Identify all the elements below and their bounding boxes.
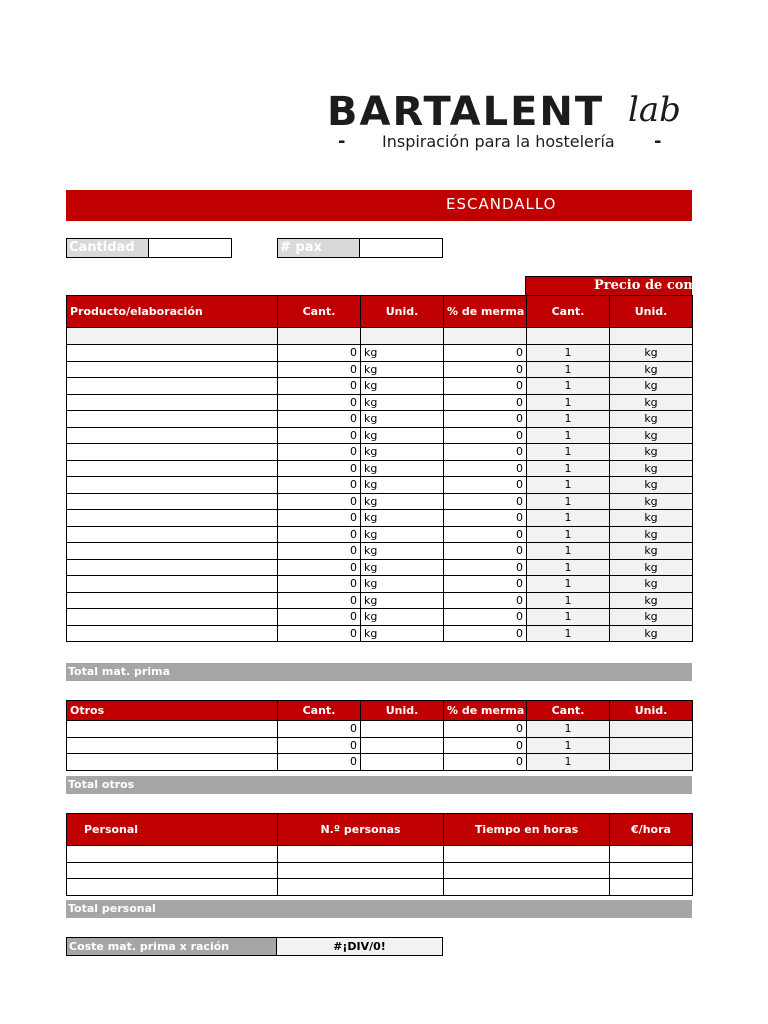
table-cell[interactable] xyxy=(361,754,444,771)
table-row xyxy=(67,444,693,461)
table-cell[interactable] xyxy=(444,879,610,896)
table-cell[interactable]: kg xyxy=(610,394,693,411)
table-row xyxy=(67,737,693,754)
col-cant: Cant. xyxy=(278,701,361,721)
table-cell[interactable] xyxy=(67,846,278,863)
table-row xyxy=(67,493,693,510)
spacer-cell xyxy=(527,328,610,345)
table-cell[interactable]: 0 xyxy=(278,411,361,428)
table-row xyxy=(67,411,693,428)
table-cell[interactable] xyxy=(610,737,693,754)
table-cell[interactable]: kg xyxy=(361,394,444,411)
cantidad-label: Cantidad xyxy=(66,238,149,258)
table-cell[interactable]: 1 xyxy=(527,526,610,543)
table-cell[interactable]: 1 xyxy=(527,444,610,461)
col-otros: Otros xyxy=(67,701,278,721)
table-cell[interactable]: 0 xyxy=(278,477,361,494)
coste-value: #¡DIV/0! xyxy=(276,937,443,956)
table-cell[interactable]: 0 xyxy=(278,721,361,738)
table-cell[interactable]: 0 xyxy=(444,543,527,560)
spacer-cell xyxy=(610,328,693,345)
page-title: ESCANDALLO xyxy=(446,195,557,213)
table-cell[interactable]: kg xyxy=(361,460,444,477)
table-row xyxy=(67,510,693,527)
table-cell[interactable]: kg xyxy=(361,510,444,527)
table-cell[interactable] xyxy=(67,609,278,626)
table-cell[interactable]: kg xyxy=(361,592,444,609)
table-cell[interactable]: 1 xyxy=(527,576,610,593)
materia-prima-table xyxy=(66,295,693,642)
table-cell[interactable] xyxy=(67,592,278,609)
col-precio-unid: Unid. xyxy=(610,296,693,328)
table-cell[interactable] xyxy=(67,345,278,362)
table-row xyxy=(67,592,693,609)
table-cell[interactable] xyxy=(67,625,278,642)
spacer-row xyxy=(67,328,693,345)
table-cell[interactable]: 1 xyxy=(527,754,610,771)
table-cell[interactable]: 0 xyxy=(444,721,527,738)
table-row xyxy=(67,609,693,626)
table-cell[interactable]: 1 xyxy=(527,394,610,411)
table-cell[interactable] xyxy=(67,361,278,378)
table-cell[interactable] xyxy=(67,460,278,477)
table-cell[interactable]: 0 xyxy=(278,427,361,444)
table-cell[interactable]: 1 xyxy=(527,737,610,754)
table-cell[interactable]: kg xyxy=(361,625,444,642)
table-cell[interactable] xyxy=(67,510,278,527)
table-cell[interactable]: 0 xyxy=(444,460,527,477)
table-cell[interactable]: 1 xyxy=(527,411,610,428)
tagline-dash-left: - xyxy=(338,131,346,152)
table-cell[interactable]: 0 xyxy=(444,510,527,527)
col-precio-cant: Cant. xyxy=(527,701,610,721)
table-cell[interactable]: 0 xyxy=(444,444,527,461)
table-cell[interactable]: 0 xyxy=(444,625,527,642)
table-cell[interactable]: kg xyxy=(361,427,444,444)
table-cell[interactable]: 0 xyxy=(444,477,527,494)
table-cell[interactable] xyxy=(444,862,610,879)
table-cell[interactable]: kg xyxy=(361,543,444,560)
table-cell[interactable]: kg xyxy=(361,559,444,576)
table-cell[interactable]: 0 xyxy=(278,592,361,609)
table-cell[interactable]: kg xyxy=(610,609,693,626)
spacer-cell xyxy=(444,328,527,345)
pax-input[interactable] xyxy=(359,238,443,258)
table-row xyxy=(67,559,693,576)
total-otros: Total otros xyxy=(66,776,692,794)
table-cell[interactable]: 0 xyxy=(444,394,527,411)
table-cell[interactable]: 1 xyxy=(527,378,610,395)
table-cell[interactable] xyxy=(67,754,278,771)
table-cell[interactable]: 1 xyxy=(527,345,610,362)
spacer-cell xyxy=(361,328,444,345)
table-cell[interactable]: 1 xyxy=(527,460,610,477)
table-cell[interactable]: kg xyxy=(361,444,444,461)
personal-rows xyxy=(67,846,693,896)
table-cell[interactable]: 1 xyxy=(527,543,610,560)
table-row xyxy=(67,879,693,896)
col-merma: % de merma xyxy=(444,701,527,721)
table-cell[interactable]: 1 xyxy=(527,625,610,642)
otros-table xyxy=(66,700,693,771)
table-cell[interactable]: 0 xyxy=(278,559,361,576)
table-cell[interactable]: 0 xyxy=(278,444,361,461)
materia-prima-header-row xyxy=(67,296,693,328)
logo-wordmark: BARTALENT xyxy=(327,89,605,135)
col-unid: Unid. xyxy=(361,296,444,328)
table-cell[interactable] xyxy=(67,477,278,494)
table-cell[interactable]: 0 xyxy=(444,411,527,428)
table-cell[interactable]: kg xyxy=(610,592,693,609)
table-cell[interactable]: 0 xyxy=(444,427,527,444)
otros-header-row xyxy=(67,701,693,721)
precio-compra-header xyxy=(525,276,722,296)
table-cell[interactable] xyxy=(610,879,693,896)
table-cell[interactable] xyxy=(278,862,444,879)
table-cell[interactable] xyxy=(610,721,693,738)
table-cell[interactable]: kg xyxy=(610,361,693,378)
table-row xyxy=(67,394,693,411)
table-cell[interactable]: kg xyxy=(610,477,693,494)
table-cell[interactable]: kg xyxy=(361,411,444,428)
table-cell[interactable]: 1 xyxy=(527,559,610,576)
table-cell[interactable] xyxy=(67,862,278,879)
personal-header-row xyxy=(67,814,693,846)
table-cell[interactable]: 1 xyxy=(527,493,610,510)
table-cell[interactable]: 0 xyxy=(444,361,527,378)
table-cell[interactable]: kg xyxy=(610,576,693,593)
table-cell[interactable]: kg xyxy=(361,361,444,378)
table-cell[interactable]: kg xyxy=(361,345,444,362)
table-cell[interactable]: 0 xyxy=(278,543,361,560)
col-producto: Producto/elaboración xyxy=(67,296,278,328)
table-row xyxy=(67,378,693,395)
table-cell[interactable]: 0 xyxy=(278,609,361,626)
table-cell[interactable]: 0 xyxy=(444,493,527,510)
table-cell[interactable]: kg xyxy=(361,493,444,510)
table-row xyxy=(67,846,693,863)
spacer-cell xyxy=(278,328,361,345)
total-mat-prima: Total mat. prima xyxy=(66,663,692,681)
table-cell[interactable] xyxy=(361,721,444,738)
table-cell[interactable]: 0 xyxy=(278,625,361,642)
table-cell[interactable] xyxy=(67,378,278,395)
table-cell[interactable] xyxy=(67,444,278,461)
table-cell[interactable]: 0 xyxy=(444,378,527,395)
title-banner xyxy=(66,190,692,221)
table-cell[interactable]: 0 xyxy=(278,754,361,771)
table-cell[interactable]: kg xyxy=(610,460,693,477)
table-cell[interactable]: 0 xyxy=(444,576,527,593)
table-cell[interactable]: kg xyxy=(610,493,693,510)
table-cell[interactable]: 0 xyxy=(444,559,527,576)
table-cell[interactable] xyxy=(610,862,693,879)
personal-table xyxy=(66,813,693,896)
table-cell[interactable]: 0 xyxy=(278,394,361,411)
table-row xyxy=(67,427,693,444)
table-row xyxy=(67,721,693,738)
col-cant: Cant. xyxy=(278,296,361,328)
table-cell[interactable]: 1 xyxy=(527,592,610,609)
pax-label: # pax xyxy=(277,238,360,258)
table-row xyxy=(67,625,693,642)
col-personal: Personal xyxy=(67,814,278,846)
table-cell[interactable] xyxy=(67,879,278,896)
table-cell[interactable] xyxy=(610,754,693,771)
table-cell[interactable] xyxy=(67,737,278,754)
table-cell[interactable]: kg xyxy=(610,625,693,642)
table-cell[interactable]: kg xyxy=(610,510,693,527)
col-euro-hora: €/hora xyxy=(610,814,693,846)
table-cell[interactable] xyxy=(361,737,444,754)
table-cell[interactable] xyxy=(67,721,278,738)
table-cell[interactable]: 0 xyxy=(278,576,361,593)
table-cell[interactable] xyxy=(610,846,693,863)
table-cell[interactable]: 0 xyxy=(278,510,361,527)
table-row xyxy=(67,543,693,560)
logo-tagline: Inspiración para la hostelería xyxy=(382,132,615,151)
table-cell[interactable] xyxy=(67,543,278,560)
cantidad-input[interactable] xyxy=(148,238,232,258)
table-cell[interactable]: 0 xyxy=(444,609,527,626)
table-row xyxy=(67,361,693,378)
table-cell[interactable]: kg xyxy=(610,427,693,444)
precio-compra-label: Precio de compra xyxy=(594,278,722,293)
table-cell[interactable]: kg xyxy=(610,526,693,543)
table-cell[interactable]: kg xyxy=(361,477,444,494)
table-cell[interactable]: 1 xyxy=(527,609,610,626)
table-cell[interactable]: kg xyxy=(361,378,444,395)
table-cell[interactable]: kg xyxy=(361,526,444,543)
table-cell[interactable] xyxy=(67,394,278,411)
table-cell[interactable]: 0 xyxy=(444,737,527,754)
table-cell[interactable] xyxy=(278,846,444,863)
table-cell[interactable]: 0 xyxy=(278,460,361,477)
table-cell[interactable]: kg xyxy=(610,543,693,560)
table-cell[interactable] xyxy=(67,427,278,444)
col-precio-unid: Unid. xyxy=(610,701,693,721)
table-row xyxy=(67,345,693,362)
table-cell[interactable]: kg xyxy=(610,345,693,362)
table-row xyxy=(67,862,693,879)
table-cell[interactable] xyxy=(67,411,278,428)
col-n-personas: N.º personas xyxy=(278,814,444,846)
table-cell[interactable]: kg xyxy=(610,411,693,428)
table-cell[interactable] xyxy=(278,879,444,896)
table-cell[interactable]: kg xyxy=(361,609,444,626)
table-cell[interactable]: 0 xyxy=(444,345,527,362)
table-cell[interactable] xyxy=(444,846,610,863)
table-cell[interactable]: kg xyxy=(610,559,693,576)
table-cell[interactable]: 1 xyxy=(527,427,610,444)
table-row xyxy=(67,754,693,771)
table-cell[interactable]: 0 xyxy=(278,493,361,510)
table-cell[interactable]: 1 xyxy=(527,721,610,738)
table-cell[interactable]: 0 xyxy=(278,737,361,754)
table-cell[interactable]: 0 xyxy=(444,592,527,609)
table-cell[interactable] xyxy=(67,493,278,510)
table-cell[interactable]: 1 xyxy=(527,361,610,378)
table-cell[interactable]: kg xyxy=(361,576,444,593)
table-cell[interactable] xyxy=(67,526,278,543)
table-cell[interactable]: 0 xyxy=(444,754,527,771)
col-merma: % de merma xyxy=(444,296,527,328)
logo-lab-script: lab xyxy=(628,90,681,130)
spacer-cell xyxy=(67,328,278,345)
coste-label: Coste mat. prima x ración xyxy=(66,937,277,956)
table-cell[interactable]: kg xyxy=(610,378,693,395)
table-cell[interactable]: 0 xyxy=(278,361,361,378)
table-cell[interactable]: 0 xyxy=(444,526,527,543)
table-cell[interactable]: 0 xyxy=(278,345,361,362)
table-cell[interactable]: 0 xyxy=(278,378,361,395)
materia-prima-rows xyxy=(67,345,693,642)
table-row xyxy=(67,576,693,593)
table-cell[interactable]: 1 xyxy=(527,510,610,527)
total-personal: Total personal xyxy=(66,900,692,918)
table-row xyxy=(67,477,693,494)
table-cell[interactable] xyxy=(67,559,278,576)
table-cell[interactable] xyxy=(67,576,278,593)
otros-rows xyxy=(67,721,693,771)
table-row xyxy=(67,526,693,543)
table-cell[interactable]: 1 xyxy=(527,477,610,494)
col-precio-cant: Cant. xyxy=(527,296,610,328)
tagline-dash-right: - xyxy=(654,131,662,152)
table-cell[interactable]: 0 xyxy=(278,526,361,543)
table-cell[interactable]: kg xyxy=(610,444,693,461)
col-unid: Unid. xyxy=(361,701,444,721)
col-tiempo-horas: Tiempo en horas xyxy=(444,814,610,846)
table-row xyxy=(67,460,693,477)
